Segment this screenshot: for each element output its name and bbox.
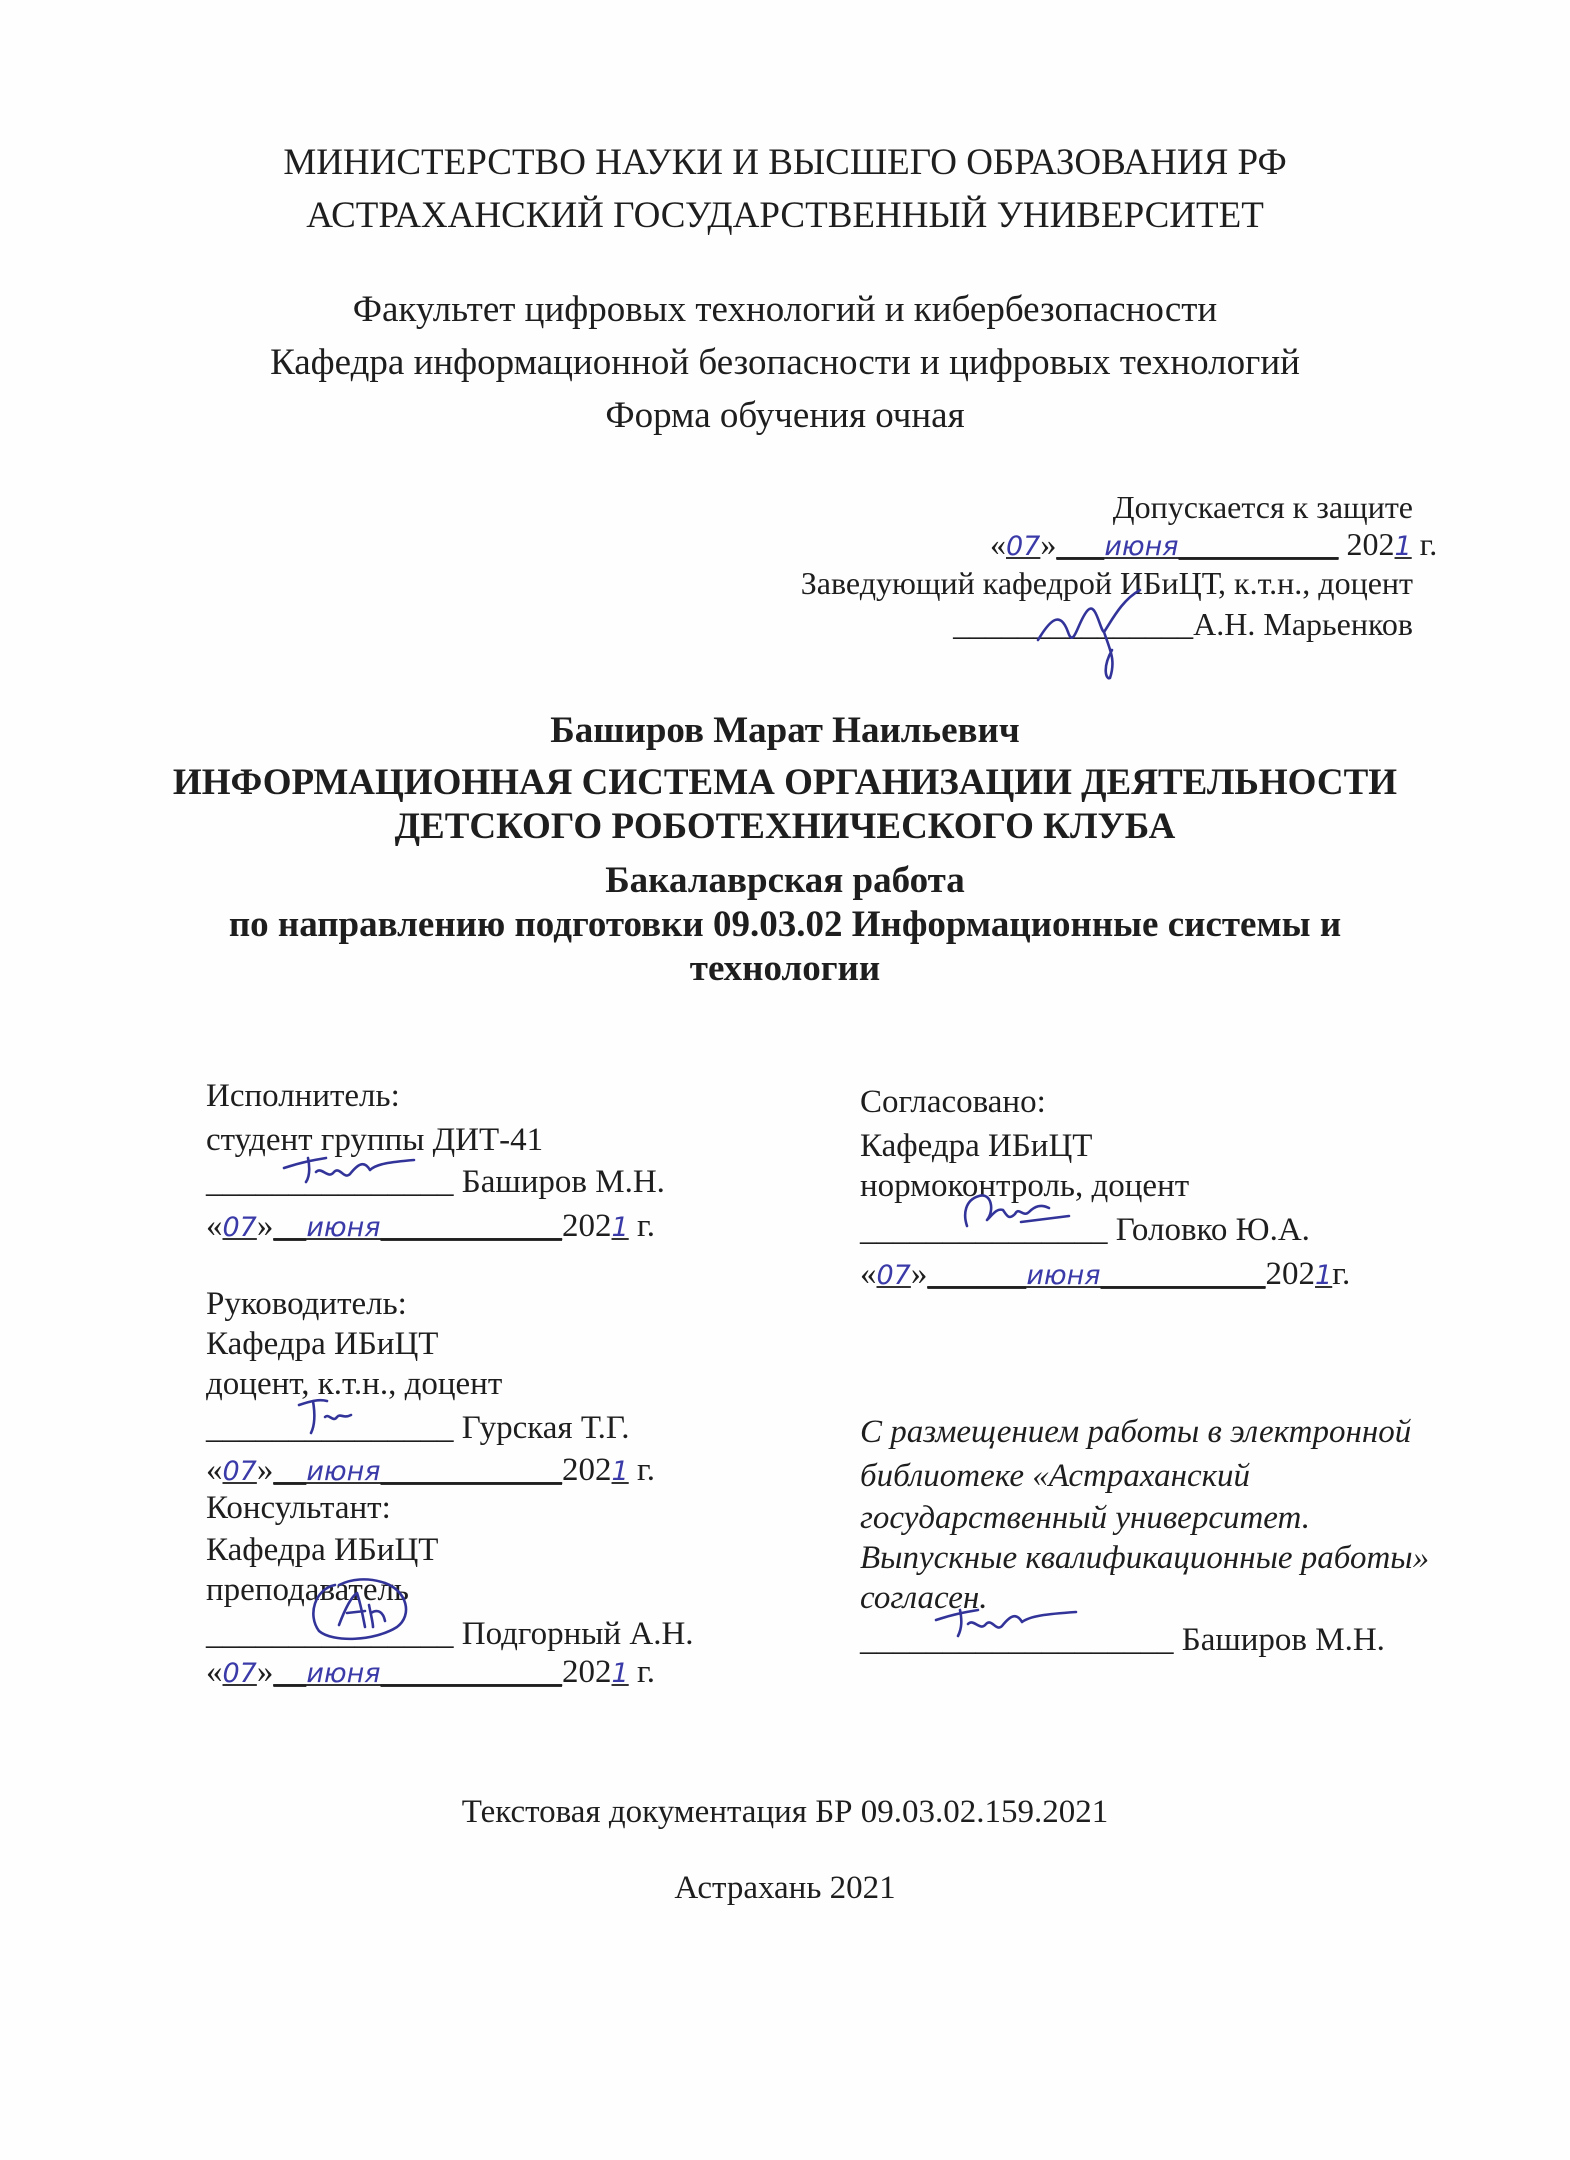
consultant-name: Подгорный А.Н. <box>461 1616 694 1652</box>
consent-line-1: С размещением работы в электронной <box>860 1414 1412 1450</box>
supervisor-date: «07»__июня___________2021 г. <box>206 1452 656 1488</box>
head-name: А.Н. Марьенков <box>1193 606 1413 642</box>
supervisor-position: доцент, к.т.н., доцент <box>206 1366 503 1402</box>
executor-signature-line: _______________ Баширов М.Н. <box>206 1164 665 1200</box>
executor-label: Исполнитель: <box>206 1078 400 1114</box>
consent-signature <box>930 1604 1080 1644</box>
document-code: Текстовая документация БР 09.03.02.159.2021 <box>461 1794 1109 1830</box>
work-title-line-2: ДЕТСКОГО РОБОТЕХНИЧЕСКОГО КЛУБА <box>394 806 1176 847</box>
supervisor-date-day: 07 <box>222 1456 257 1487</box>
work-type: Бакалаврская работа <box>605 860 965 901</box>
approval-title: Допускается к защите <box>1112 489 1413 525</box>
direction-line-1: по направлению подготовки 09.03.02 Информационные системы и <box>228 904 1342 945</box>
consent-signature-line: ___________________ Баширов М.Н. <box>860 1622 1385 1658</box>
consultant-label: Консультант: <box>206 1490 391 1526</box>
executor-name: Баширов М.Н. <box>461 1164 665 1200</box>
consent-line-3: государственный университет. <box>860 1500 1310 1536</box>
agreed-date-day: 07 <box>876 1260 911 1291</box>
agreed-date: «07»______июня__________2021г. <box>860 1256 1351 1292</box>
ministry-heading: МИНИСТЕРСТВО НАУКИ И ВЫСШЕГО ОБРАЗОВАНИЯ РФ <box>283 142 1287 183</box>
study-form-line: Форма обучения очная <box>605 395 965 436</box>
agreed-signature <box>945 1190 1075 1235</box>
agreed-dept: Кафедра ИБиЦТ <box>860 1128 1093 1164</box>
approval-year-digit: 1 <box>1394 531 1412 562</box>
agreed-name: Головко Ю.А. <box>1115 1212 1310 1248</box>
head-signature <box>1030 580 1150 685</box>
consultant-position: преподаватель <box>206 1572 409 1608</box>
executor-date-month: июня <box>306 1212 381 1243</box>
consultant-dept: Кафедра ИБиЦТ <box>206 1532 439 1568</box>
head-position: Заведующий кафедрой ИБиЦТ, к.т.н., доцент <box>800 565 1413 601</box>
consent-line-2: библиотеке «Астраханский <box>860 1458 1251 1494</box>
supervisor-date-month: июня <box>306 1456 381 1487</box>
agreed-date-month: июня <box>1026 1260 1101 1291</box>
agreed-label: Согласовано: <box>860 1084 1046 1120</box>
executor-date-day: 07 <box>222 1212 257 1243</box>
consultant-signature-line: _______________ Подгорный А.Н. <box>206 1616 694 1652</box>
consultant-date-month: июня <box>306 1658 381 1689</box>
city-year: Астрахань 2021 <box>674 1870 896 1906</box>
supervisor-signature-line: _______________ Гурская Т.Г. <box>206 1410 630 1446</box>
executor-date: «07»__июня___________2021 г. <box>206 1208 656 1244</box>
agreed-signature-line: _______________ Головко Ю.А. <box>860 1212 1310 1248</box>
author-name: Баширов Марат Наильевич <box>550 710 1020 751</box>
department-line: Кафедра информационной безопасности и цифровых технологий <box>270 342 1300 383</box>
consultant-date-day: 07 <box>222 1658 257 1689</box>
approval-date: «07»___июня__________ 2021 г. <box>990 526 1438 562</box>
consultant-signature <box>305 1575 415 1645</box>
approval-date-day: 07 <box>1006 531 1041 562</box>
approval-date-month: июня <box>1104 531 1179 562</box>
supervisor-name: Гурская Т.Г. <box>461 1410 630 1446</box>
university-heading: АСТРАХАНСКИЙ ГОСУДАРСТВЕННЫЙ УНИВЕРСИТЕТ <box>306 195 1264 236</box>
consent-line-5: согласен. <box>860 1580 988 1616</box>
agreed-position: нормоконтроль, доцент <box>860 1168 1190 1204</box>
supervisor-signature <box>295 1395 365 1437</box>
supervisor-label: Руководитель: <box>206 1286 407 1322</box>
direction-line-2: технологии <box>689 948 881 989</box>
executor-group: студент группы ДИТ-41 <box>206 1122 544 1158</box>
work-title-line-1: ИНФОРМАЦИОННАЯ СИСТЕМА ОРГАНИЗАЦИИ ДЕЯТЕЛЬНОСТИ <box>172 762 1398 803</box>
consent-name: Баширов М.Н. <box>1181 1622 1385 1658</box>
executor-signature <box>280 1150 420 1190</box>
consultant-date: «07»__июня___________2021 г. <box>206 1654 656 1690</box>
head-signature-line: _______________А.Н. Марьенков <box>953 606 1413 642</box>
supervisor-dept: Кафедра ИБиЦТ <box>206 1326 439 1362</box>
consent-line-4: Выпускные квалификационные работы» <box>860 1540 1430 1576</box>
faculty-line: Факультет цифровых технологий и кибербезопасности <box>352 289 1218 330</box>
